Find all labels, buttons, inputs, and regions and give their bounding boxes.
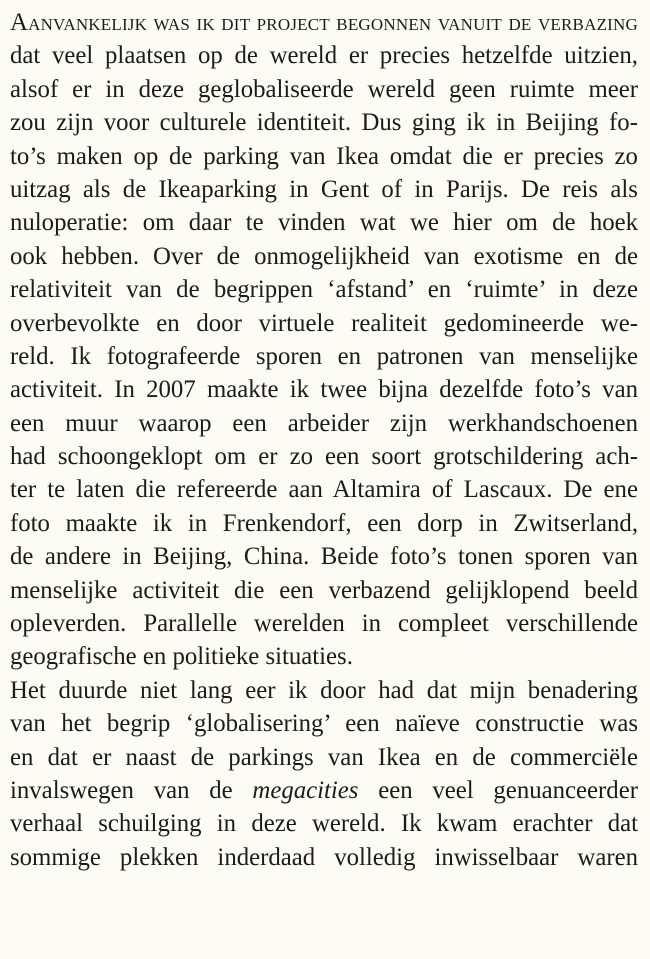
text-line: overbevolkte en door virtuele realiteit gedomineerde we- <box>10 309 638 337</box>
emphasis-megacities: megacities <box>252 776 359 804</box>
text-line: en dat er naast de parkings van Ikea en de commerciële <box>10 743 639 771</box>
text-line: opleverden. Parallelle werelden in compleet verschillende <box>10 610 639 638</box>
line-segment: een veel genuanceerder <box>358 776 638 804</box>
text-line: sommige plekken inderdaad volledig inwisselbaar waren <box>10 843 639 871</box>
text-line: van het begrip ‘globalisering’ een naïeve constructie was <box>10 710 638 738</box>
text-line: relativiteit van de begrippen ‘afstand’ en ‘ruimte’ in deze <box>10 276 638 304</box>
text-line: verhaal schuilging in deze wereld. Ik kwam erachter dat <box>10 810 639 838</box>
text-line: reld. Ik fotografeerde sporen en patronen van menselijke <box>10 342 638 370</box>
text-line: foto maakte ik in Frenkendorf, een dorp in Zwitserland, <box>10 509 639 537</box>
text-line: uitzag als de Ikeaparking in Gent of in Parijs. De reis als <box>10 175 638 203</box>
paragraph-2 <box>10 674 638 874</box>
text-line: zou zijn voor culturele identiteit. Dus ging ik in Beijing fo- <box>10 109 638 137</box>
text-line: ter te laten die refereerde aan Altamira of Lascaux. De ene <box>10 476 638 504</box>
text-line: dat veel plaatsen op de wereld er precies hetzelfde uitzien, <box>10 42 638 70</box>
text-line: to’s maken op de parking van Ikea omdat die er precies zo <box>10 142 638 170</box>
text-line: had schoongeklopt om er zo een soort grotschildering ach- <box>10 443 638 471</box>
text-line: nuloperatie: om daar te vinden wat we hier om de hoek <box>10 209 639 237</box>
text-line: een muur waarop een arbeider zijn werkhandschoenen <box>10 409 638 437</box>
text-line: menselijke activiteit die een verbazend gelijklopend beeld <box>10 576 638 604</box>
text-line-with-emphasis <box>10 774 638 807</box>
text-line: Het duurde niet lang eer ik door had dat mijn benadering <box>10 676 638 704</box>
text-line: geografische en politieke situaties. <box>10 643 353 671</box>
text-line: activiteit. In 2007 maakte ik twee bijna dezelfde foto’s van <box>10 376 638 404</box>
text-line: alsof er in deze geglobaliseerde wereld geen ruimte meer <box>10 75 639 103</box>
paragraph-1 <box>10 6 638 674</box>
text-line: Aanvankelijk was ik dit project begonnen vanuit de verbazing <box>10 9 638 36</box>
text-line: de andere in Beijing, China. Beide foto’s tonen sporen van <box>10 543 638 571</box>
line-segment: invalswegen van de <box>10 776 253 804</box>
text-line: ook hebben. Over de onmogelijkheid van exotisme en de <box>10 242 638 270</box>
body-text <box>10 6 638 874</box>
